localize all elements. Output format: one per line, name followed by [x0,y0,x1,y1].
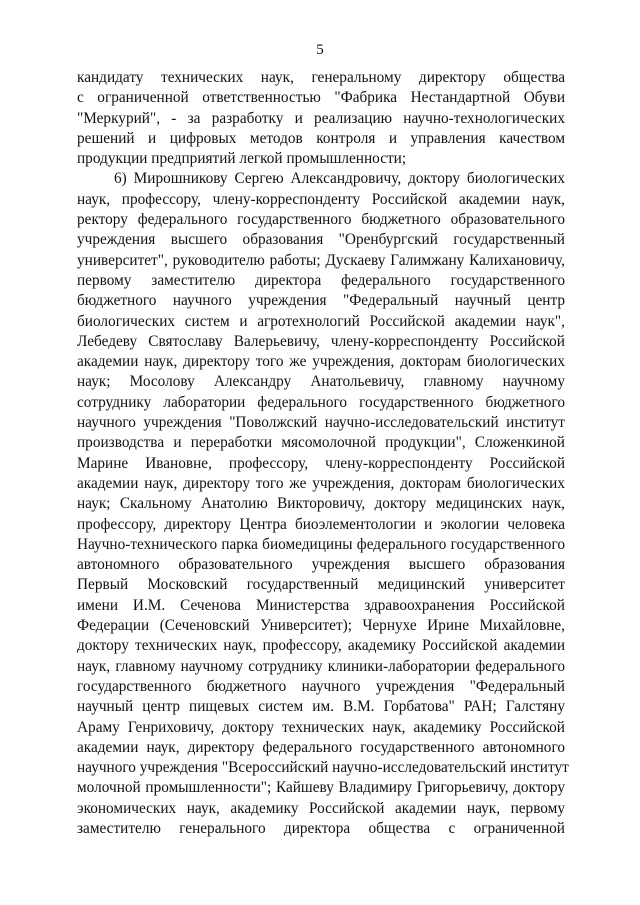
text-line: наук; Мосолову Александру Анатольевичу, главному научному [77,373,565,391]
text-line: с ограниченной ответственностью "Фабрика Нестандартной Обуви [77,89,565,107]
text-line: Научно-технического парка биомедицины федерального государственного [77,535,565,553]
text-line: научный центр пищевых систем им. В.М. Горбатова" РАН; Галстяну [77,698,565,716]
paragraph-item-6 [77,169,569,839]
text-line: Лебедеву Святославу Валерьевичу, члену-корреспонденту Российской [77,332,565,350]
text-line: имени И.М. Сеченова Министерства здравоохранения Российской [77,596,565,614]
paragraph-continuation [77,68,565,169]
text-line: государственного бюджетного научного учреждения "Федеральный [77,677,565,695]
text-line: биологических систем и агротехнологий Российской академии наук", [77,312,565,330]
text-line: решений и цифровых методов контроля и управления качеством [77,129,565,147]
text-line: сотруднику лаборатории федерального государственного бюджетного [77,393,565,411]
text-line: наук, главному научному сотруднику клиники-лаборатории федерального [77,657,565,675]
text-line: заместителю генерального директора общества с ограниченной [77,819,565,837]
text-line: академии наук, директору федерального государственного автономного [77,738,565,756]
text-line: ректору федерального государственного бюджетного образовательного [77,211,565,229]
text-line: продукции предприятий легкой промышленности; [77,150,407,168]
text-line: "Меркурий", - за разработку и реализацию научно-технологических [77,109,565,127]
text-line: Федерации (Сеченовский Университет); Чернухе Ирине Михайловне, [77,617,565,635]
text-line: экономических наук, академику Российской академии наук, первому [77,799,565,817]
text-line: доктору технических наук, профессору, академику Российской академии [77,637,565,655]
text-line: профессору, директору Центра биоэлементологии и экологии человека [77,515,565,533]
text-line: автономного образовательного учреждения высшего образования [77,556,565,574]
text-line: наук, профессору, члену-корреспонденту Российской академии наук, [77,190,565,208]
text-line: первому заместителю директора федерального государственного [77,271,565,289]
text-line: научного учреждения "Поволжский научно-исследовательский институт [77,414,565,432]
text-line: академии наук, директору того же учреждения, докторам биологических [77,353,565,371]
text-line: 6) Мирошникову Сергею Александровичу, доктору биологических [114,170,565,188]
text-line: Первый Московский государственный медицинский университет [77,576,565,594]
text-line: наук; Скальному Анатолию Викторовичу, доктору медицинских наук, [77,495,565,513]
text-line: академии наук, директору того же учреждения, докторам биологических [77,474,565,492]
page-number: 5 [316,42,324,58]
text-line: молочной промышленности"; Кайшеву Владимиру Григорьевичу, доктору [77,779,565,797]
text-line: кандидату технических наук, генеральному директору общества [77,69,565,86]
text-line: производства и переработки мясомолочной продукции", Сложенкиной [77,434,565,452]
text-line: научного учреждения "Всероссийский научно-исследовательский институт [77,759,569,777]
text-line: бюджетного научного учреждения "Федеральный научный центр [77,292,565,310]
text-line: университет", руководителю работы; Дускаеву Галимжану Калихановичу, [77,251,565,269]
text-line: Марине Ивановне, профессору, члену-корреспонденту Российской [77,454,565,472]
text-line: учреждения высшего образования "Оренбургский государственный [77,231,565,249]
document-body [77,68,569,839]
text-line: Араму Генриховичу, доктору технических наук, академику Российской [77,718,565,736]
